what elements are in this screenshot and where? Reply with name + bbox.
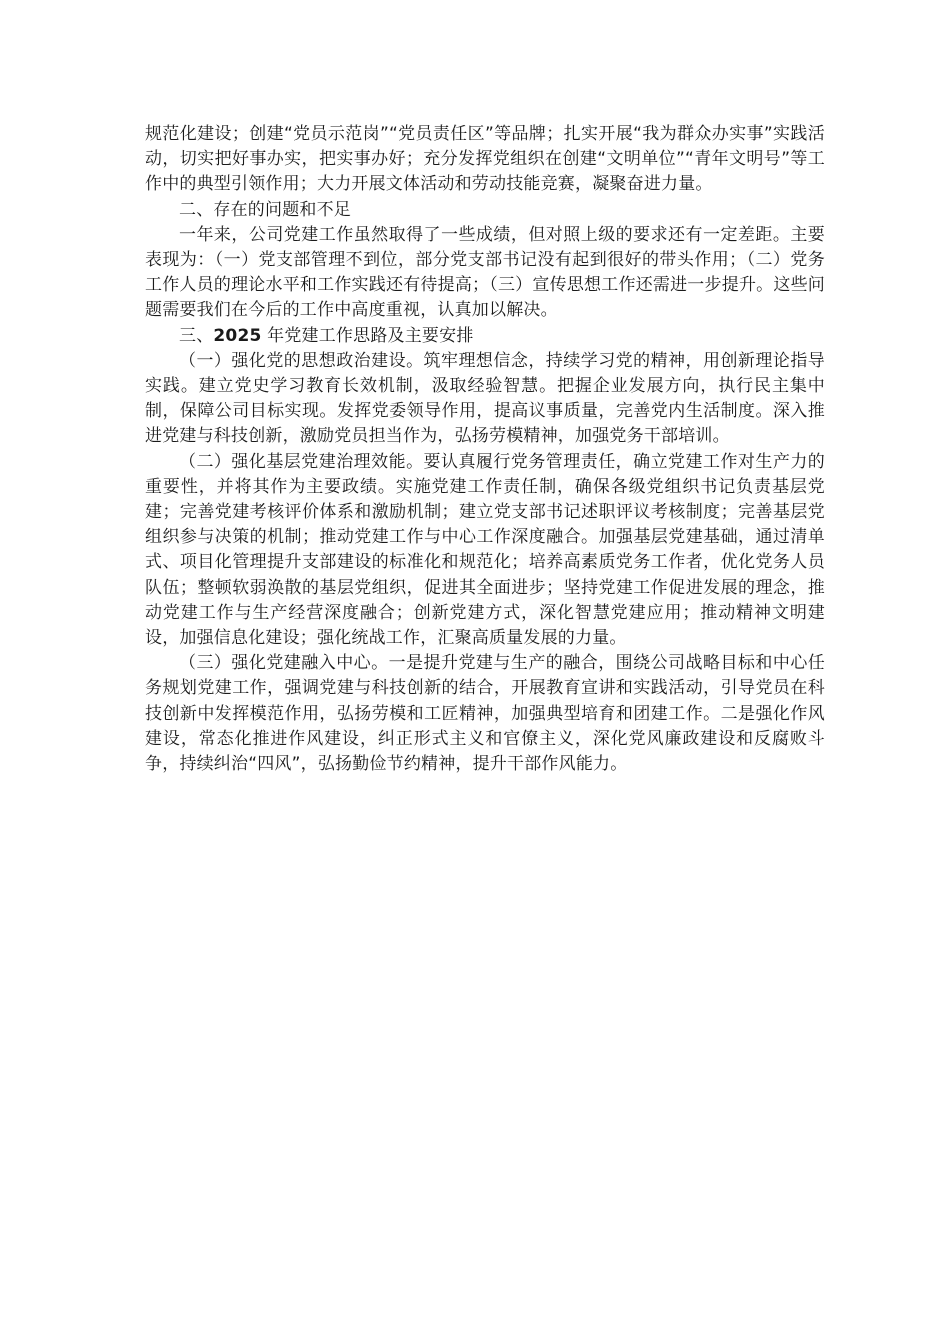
- section-heading-problems: 二、存在的问题和不足: [179, 199, 351, 220]
- section-heading-plan-suffix: 年党建工作思路及主要安排: [261, 325, 474, 346]
- paragraph-plan-integration: （三）强化党建融入中心。一是提升党建与生产的融合，围绕公司战略目标和中心任务规划党建工作，强调党建与科技创新的结合，开展教育宣讲和实践活动，引导党员在科技创新中发挥模范作用，弘扬劳模和工匠精神，加强典型培育和团建工作。二是强化作风建设，常态化推进作风建设，纠正形式主义和官僚主义，深化党风廉政建设和反腐败斗争，持续纠治“四风”，弘扬勤俭节约精神，提升干部作风能力。: [145, 653, 825, 775]
- section-heading-plan: [145, 324, 825, 349]
- paragraph-continued: 规范化建设；创建“党员示范岗”“党员责任区”等品牌；扎实开展“我为群众办实事”实践活动，切实把好事办实，把实事办好；充分发挥党组织在创建“文明单位”“青年文明号”等工作中的典型引领作用；大力开展文体活动和劳动技能竞赛，凝聚奋进力量。: [145, 124, 825, 195]
- section-heading-plan-year: 2025: [213, 325, 262, 346]
- paragraph-plan-grassroots: （二）强化基层党建治理效能。要认真履行党务管理责任，确立党建工作对生产力的重要性，并将其作为主要政绩。实施党建工作责任制，确保各级党组织书记负责基层党建；完善党建考核评价体系和激励机制；建立党支部书记述职评议考核制度；完善基层党组织参与决策的机制；推动党建工作与中心工作深度融合。加强基层党建基础，通过清单式、项目化管理提升支部建设的标准化和规范化；培养高素质党务工作者，优化党务人员队伍；整顿软弱涣散的基层党组织，促进其全面进步；坚持党建工作促进发展的理念，推动党建工作与生产经营深度融合；创新党建方式，深化智慧党建应用；推动精神文明建设，加强信息化建设；强化统战工作，汇聚高质量发展的力量。: [145, 451, 825, 649]
- document-page: [145, 122, 825, 777]
- paragraph-plan-ideology: （一）强化党的思想政治建设。筑牢理想信念，持续学习党的精神，用创新理论指导实践。建立党史学习教育长效机制，汲取经验智慧。把握企业发展方向，执行民主集中制，保障公司目标实现。发挥党委领导作用，提高议事质量，完善党内生活制度。深入推进党建与科技创新，激励党员担当作为，弘扬劳模精神，加强党务干部培训。: [145, 350, 825, 447]
- paragraph-problems: 一年来，公司党建工作虽然取得了一些成绩，但对照上级的要求还有一定差距。主要表现为：（一）党支部管理不到位，部分党支部书记没有起到很好的带头作用；（二）党务工作人员的理论水平和工作实践还有待提高；（三）宣传思想工作还需进一步提升。这些问题需要我们在今后的工作中高度重视，认真加以解决。: [145, 224, 825, 321]
- section-heading-plan-prefix: 三、: [179, 325, 214, 346]
